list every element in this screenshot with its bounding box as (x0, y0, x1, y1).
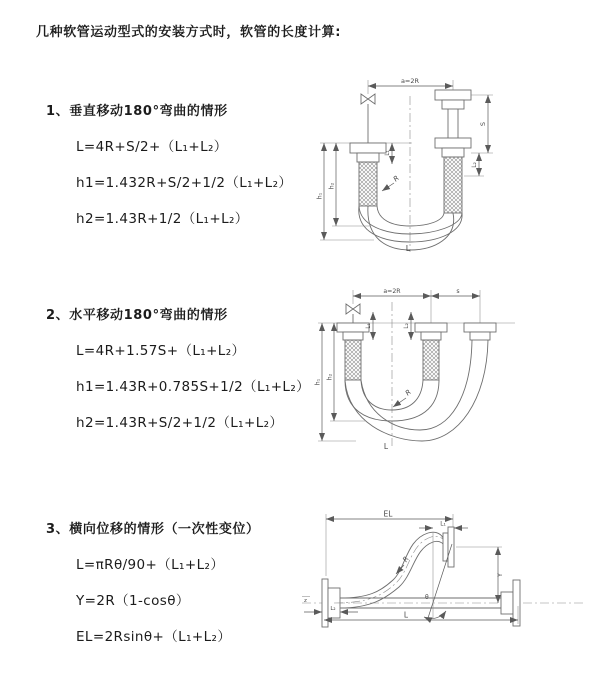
left-pipe-assembly (350, 143, 386, 206)
dimension-l (324, 606, 518, 624)
dim-a2r-label: a=2R (400, 77, 420, 85)
middle-pipe-assembly (415, 323, 447, 380)
dimension-a2r (353, 288, 480, 323)
dimension-l1 (419, 522, 468, 529)
dim-h1-label: h₁ (314, 378, 322, 386)
section-2-formula-L: L=4R+1.57S+（L₁+L₂） (76, 343, 246, 359)
section-1 (46, 100, 292, 227)
length-label: L (405, 244, 411, 253)
right-pipe-assembly (435, 80, 471, 213)
valve-icon (346, 304, 360, 323)
length-label: L (403, 610, 409, 620)
dimension-el (326, 510, 453, 577)
axis-label: z (304, 598, 307, 604)
left-pipe-assembly (337, 323, 369, 380)
diagram-vertical-180-bend (312, 68, 600, 264)
section-2-formula-h1: h1=1.43R+0.785S+1/2（L₁+L₂） (76, 379, 311, 395)
dim-y-label: Y (496, 573, 504, 577)
radius-label: R (401, 555, 411, 564)
dim-a2r-label: a=2R (383, 288, 401, 295)
section-3-heading: 3、横向位移的情形（一次性变位） (46, 522, 260, 537)
section-3-formula-EL: EL=2Rsinθ+（L₁+L₂） (76, 629, 232, 645)
section-2-formula-h2: h2=1.43R+S/2+1/2（L₁+L₂） (76, 415, 284, 431)
dim-s-label: S (479, 121, 487, 127)
section-1-formula-h1: h1=1.432R+S/2+1/2（L₁+L₂） (76, 175, 293, 191)
angle-label: θ (425, 594, 429, 601)
dim-l2-label: L₂ (472, 162, 478, 168)
dimension-l2 (404, 312, 411, 340)
radius-label: R (403, 388, 413, 398)
dimension-a2r (368, 77, 453, 86)
hose-s-curve (334, 532, 446, 608)
radius-callout (382, 174, 401, 191)
page-title: 几种软管运动型式的安装方式时，软管的长度计算: (36, 25, 341, 40)
radius-callout (396, 555, 411, 574)
diagram-horizontal-180-bend (310, 282, 600, 454)
section-3 (46, 518, 260, 645)
section-1-formula-L: L=4R+S/2+（L₁+L₂） (76, 139, 228, 155)
dim-l1-label: L₁ (440, 521, 446, 528)
section-3-formula-L: L=πRθ/90+（L₁+L₂） (76, 557, 225, 573)
section-3-formula-Y: Y=2R（1-cosθ） (76, 593, 190, 609)
dim-el-label: EL (383, 509, 393, 519)
dim-h2-label: h₂ (328, 182, 336, 190)
dimension-l2 (464, 153, 484, 176)
section-2 (46, 304, 310, 431)
upper-flange (443, 527, 454, 567)
dim-h1-label: h₁ (316, 192, 324, 200)
dim-h2-label: h₂ (326, 373, 334, 381)
dimension-l1 (366, 312, 373, 340)
section-1-formula-h2: h2=1.43R+1/2（L₁+L₂） (76, 211, 249, 227)
right-pipe-assembly (464, 323, 496, 340)
dim-l2-label: L₂ (404, 323, 410, 329)
dimension-y (456, 547, 504, 603)
diagram-lateral-displacement (296, 506, 600, 656)
section-1-heading: 1、垂直移动180°弯曲的情形 (46, 104, 228, 119)
dim-s-label: s (456, 288, 460, 295)
dimension-s-offset (431, 288, 480, 296)
dim-l1-label: L₁ (366, 323, 372, 329)
radius-label: R (391, 174, 401, 184)
valve-icon (361, 80, 375, 143)
length-label: L (383, 442, 389, 451)
radius-callout (393, 388, 413, 407)
hose-u-bend-shifted (345, 340, 488, 441)
dim-l1-label: L₁ (385, 150, 391, 156)
dim-l2-label: L₂ (330, 606, 336, 612)
dimension-s (471, 95, 493, 153)
section-2-heading: 2、水平移动180°弯曲的情形 (46, 308, 228, 323)
